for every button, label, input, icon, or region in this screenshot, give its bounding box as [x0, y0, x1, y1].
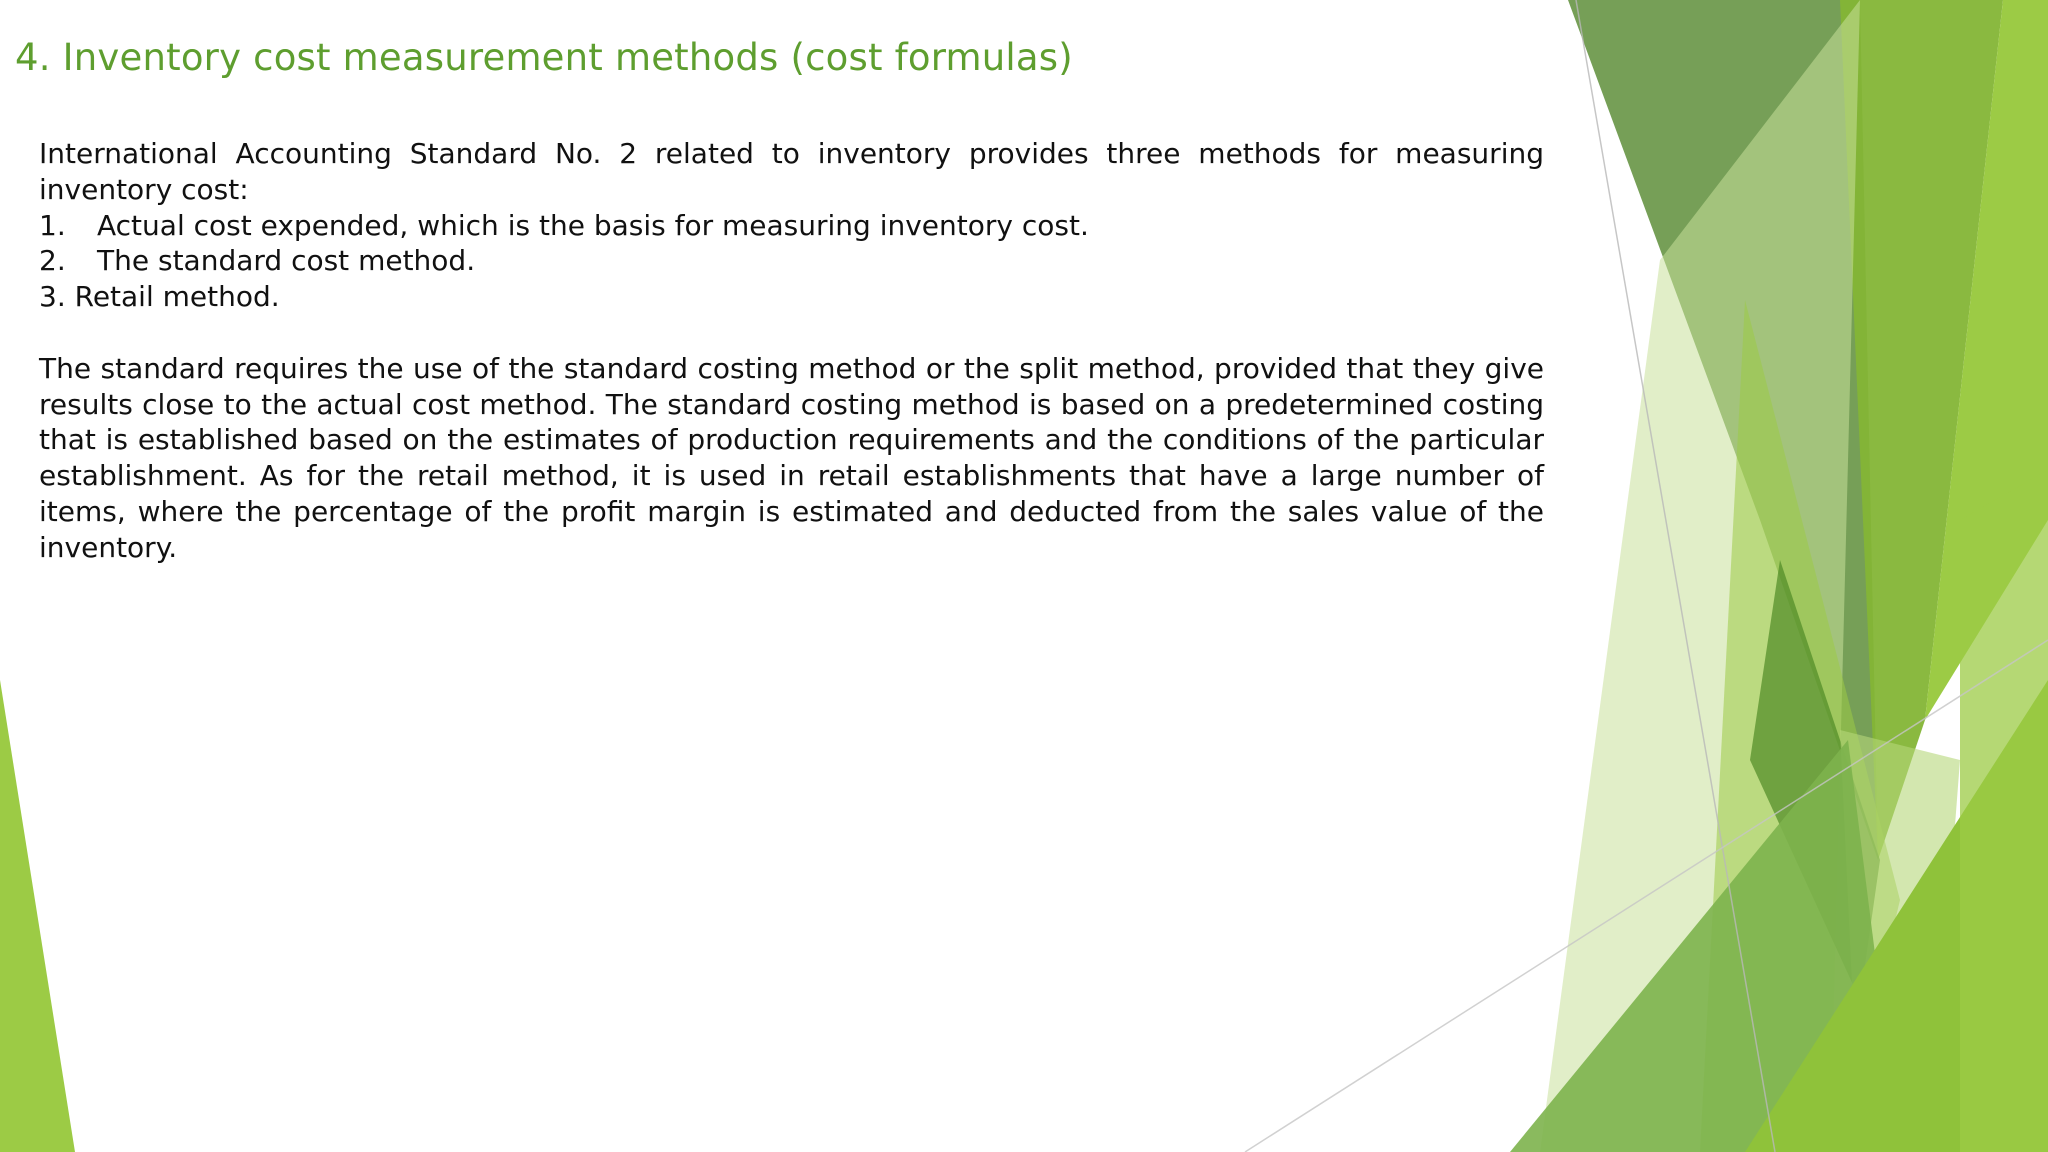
- list-item: [39, 279, 1544, 315]
- list-item: [39, 208, 1544, 244]
- list-item-number: 1.: [39, 208, 66, 242]
- list-item-text: Actual cost expended, which is the basis for measuring inventory cost.: [97, 208, 1089, 242]
- list-item-text: The standard cost method.: [97, 244, 476, 278]
- intro-paragraph: International Accounting Standard No. 2 related to inventory provides three methods for measuring inventory cost:: [39, 137, 1544, 206]
- facet-left-wedge: [0, 680, 75, 1152]
- list-item: [39, 243, 1544, 279]
- list-item-number: 2.: [39, 244, 66, 278]
- explanation-paragraph: The standard requires the use of the standard costing method or the split method, provided that they give results close to the actual cost method. The standard costing method is based on a predetermined costing that is established based on the estimates of production requirements and the conditions of the particular establishment. As for the retail method, it is used in retail establishments that have a large number of items, where the percentage of the profit margin is estimated and deducted from the sales value of the inventory.: [39, 351, 1544, 564]
- paragraph-gap: [39, 315, 1544, 351]
- slide-body: [39, 136, 1544, 566]
- slide-title: 4. Inventory cost measurement methods (cost formulas): [15, 36, 1073, 79]
- methods-list: [39, 208, 1544, 315]
- list-item-text: 3. Retail method.: [39, 280, 280, 314]
- facet-right-wedge: [1960, 470, 2048, 1152]
